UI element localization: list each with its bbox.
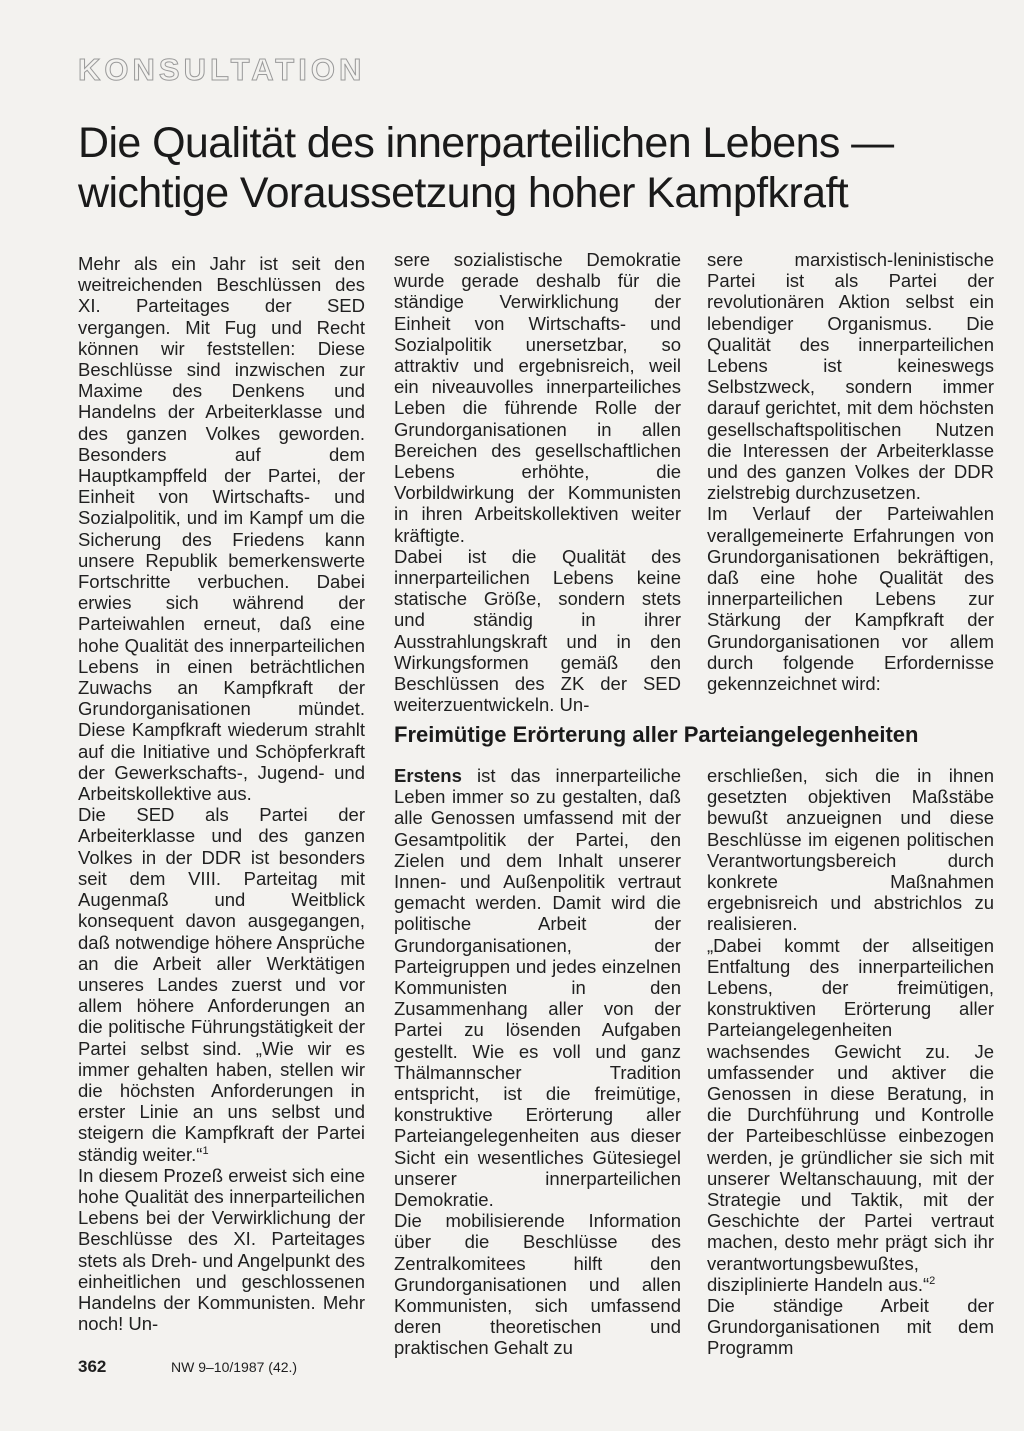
paragraph: sere marxistisch-leninistische Partei ist als Partei der revolutionären Aktion selbst ein lebendiger Organismus. Die Qualität des innerparteilichen Lebens ist keineswegs Selbstzweck, sondern immer darauf gerichtet, mit dem höchsten gesellschaftspolitischen Nutzen die Interessen der Arbeiterklasse und des ganzen Volkes der DDR zielstrebig durchzusetzen. [707, 249, 994, 504]
paragraph: Dabei ist die Qualität des innerparteilichen Lebens keine statische Größe, sondern stets und ständig in ihrer Ausstrahlungskraft und in den Wirkungsformen gemäß den Beschlüssen des ZK der SED weiterzuentwickeln. Un- [394, 545, 681, 716]
paragraph-text: „Dabei kommt der allseitigen Entfaltung des innerparteilichen Lebens, der freimütigen, konstruktiven Erörterung aller Parteiangelegenheiten wachsendes Gewicht zu. Je umfassender und aktiver die Genossen in diese Beratung, in die Durchführung und Kontrolle der Parteibeschlüsse einbezogen werden, je gründlicher sie sich mit unserer Weltanschauung, mit der Strategie und Taktik, mit der Geschichte der Partei vertraut machen, desto mehr prägt sich ihr verantwortungsbewußtes, disziplinierte Handeln aus.“ [707, 934, 994, 1295]
paragraph-text: Die SED als Partei der Arbeiterklasse und des ganzen Volkes in der DDR ist besonders seit dem VIII. Parteitag mit Augenmaß und Weitblick konsequent davon ausgegangen, daß notwendige höhere Ansprüche an die Arbeit aller Werktätigen unseres Landes zuerst und vor allem höhere Anforderungen an die politische Führungstätigkeit der Partei selbst sind. „Wie wir es immer gehalten haben, stellen wir die höchsten Anforderungen in erster Linie an uns selbst und steigern die Kampfkraft der Partei ständig weiter.“ [78, 804, 365, 1165]
paragraph: Die ständige Arbeit der Grundorganisationen mit dem Programm [707, 1295, 994, 1359]
section-kicker: KONSULTATION [78, 52, 366, 87]
paragraph: Mehr als ein Jahr ist seit den weitreichenden Beschlüssen des XI. Parteitages der SED vergangen. Mit Fug und Recht können wir feststellen: Diese Beschlüsse sind inzwischen zur Maxime des Denkens und Handelns der Arbeiterklasse und des ganzen Volkes geworden. Besonders auf dem Hauptkampffeld der Partei, der Einheit von Wirtschafts- und Sozialpolitik, und im Kampf um die Sicherung des Friedens kann unsere Republik bemerkenswerte Fortschritte verbuchen. Dabei erwies sich während der Parteiwahlen erneut, daß eine hohe Qualität des innerparteilichen Lebens in einen beträchtlichen Zuwachs an Kampfkraft der Grundorganisationen mündet. Diese Kampfkraft wiederum strahlt auf die Initiative und Schöpferkraft der Gewerkschafts-, Jugend- und Arbeitskollektive aus. [78, 253, 365, 805]
paragraph [394, 765, 681, 1210]
paragraph: erschließen, sich die in ihnen gesetzten objektiven Maßstäbe bewußt anzueignen und diese Beschlüsse im eigenen politischen Verantwortungsbereich durch konkrete Maßnahmen ergebnisreich und abstrichlos zu realisieren. [707, 765, 994, 935]
article-headline [78, 118, 978, 218]
journal-reference: NW 9–10/1987 (42.) [171, 1359, 298, 1375]
headline-line-2: wichtige Voraussetzung hoher Kampfkraft [78, 169, 849, 217]
paragraph: sere sozialistische Demokratie wurde gerade deshalb für die ständige Verwirklichung der Einheit von Wirtschafts- und Sozialpolitik unersetzbar, so attraktiv und ergebnisreich, weil ein niveauvolles innerparteiliches Leben die führende Rolle der Grundorganisationen in allen Bereichen des gesellschaftlichen Lebens erhöhte, die Vorbildwirkung der Kommunisten in ihren Arbeitskollektiven weiter kräftigte. [394, 249, 681, 546]
column-4 [394, 765, 681, 1359]
column-2 [394, 249, 681, 715]
paragraph: In diesem Prozeß erweist sich eine hohe Qualität des innerparteilichen Lebens bei der Verwirklichung der Beschlüsse des XI. Parteitages stets als Dreh- und Angelpunkt des einheitlichen und geschlossenen Handelns der Kommunisten. Mehr noch! Un- [78, 1164, 365, 1335]
paragraph-text: ist das innerparteiliche Leben immer so zu gestalten, daß alle Genossen umfassend mit der Gesamtpolitik der Partei, den Zielen und dem Inhalt unserer Innen- und Außenpolitik vertraut gemacht werden. Damit wird die politische Arbeit der Grundorganisationen, der Parteigruppen und jedes einzelnen Kommunisten in den Zusammenhang aller von der Partei zu lösenden Aufgaben gestellt. Wie es voll und ganz Thälmannscher Tradition entspricht, ist die freimütige, konstruktive Erörterung aller Parteiangelegenheiten aus dieser Sicht ein wesentliches Gütesiegel unserer innerparteilichen Demokratie. [394, 765, 681, 1211]
footnote-marker: 1 [202, 1144, 209, 1157]
paragraph-with-footnote [78, 804, 365, 1164]
section-subheading: Freimütige Erörterung aller Parteiangelegenheiten [394, 722, 919, 747]
lead-word: Erstens [394, 765, 462, 786]
footnote-marker: 2 [929, 1274, 936, 1287]
headline-line-1: Die Qualität des innerparteilichen Lebens — [78, 119, 894, 167]
page-number: 362 [78, 1357, 107, 1376]
column-1 [78, 253, 365, 1334]
column-3 [707, 249, 994, 694]
column-5 [707, 765, 994, 1359]
paragraph: Im Verlauf der Parteiwahlen verallgemeinerte Erfahrungen von Grundorganisationen bekräftigen, daß eine hohe Qualität des innerparteilichen Lebens zur Stärkung der Kampfkraft der Grundorganisationen vor allem durch folgende Erfordernisse gekennzeichnet wird: [707, 503, 994, 695]
paragraph-with-footnote [707, 935, 994, 1295]
paragraph: Die mobilisierende Information über die Beschlüsse des Zentralkomitees hilft den Grundorganisationen und allen Kommunisten, sich umfassend deren theoretischen und praktischen Gehalt zu [394, 1210, 681, 1359]
